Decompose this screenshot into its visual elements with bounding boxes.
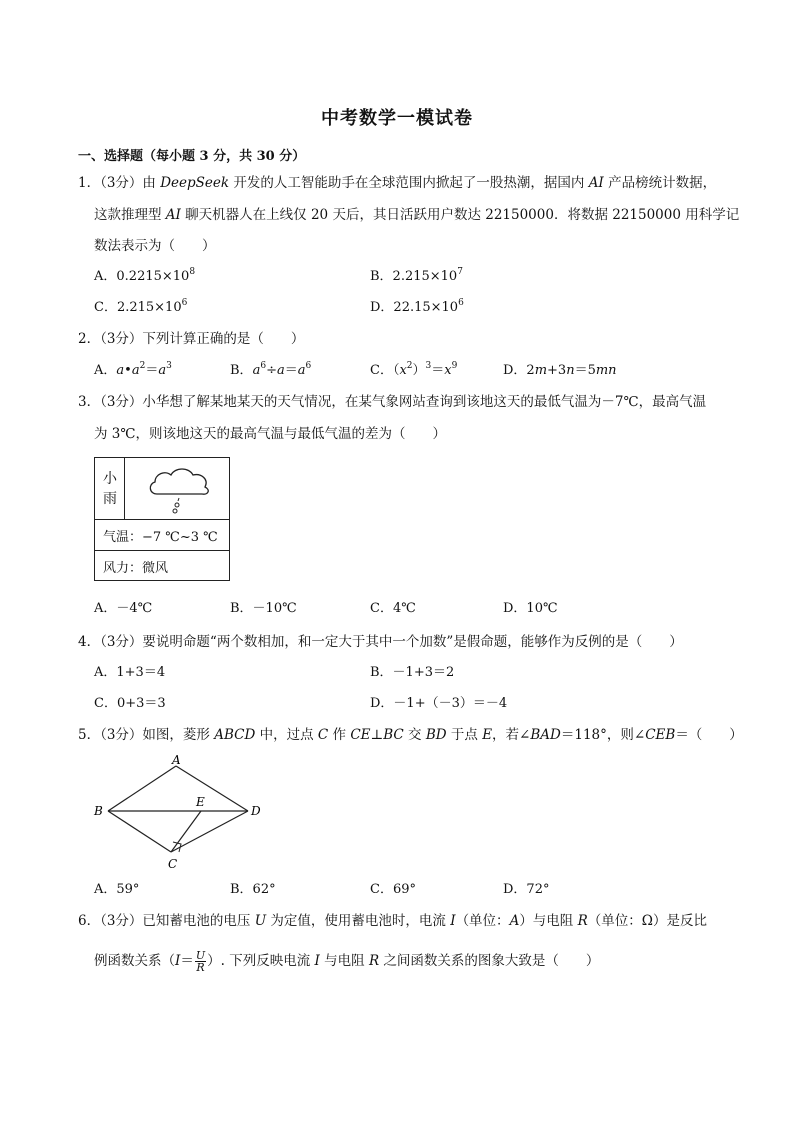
q5-text: 中，过点 [255,727,318,743]
q5-text: ＝（ ） [675,727,743,743]
q6-text: ）. 下列反映电流 [207,953,315,969]
q4-stem: 4．（3分）要说明命题“两个数相加，和一定大于其中一个加数”是假命题，能够作为反例的是（ ） [78,634,683,650]
weather-temp: 气温：−7 ℃~3 ℃ [103,530,218,545]
q5-var: E [482,727,493,743]
label-e: E [196,795,205,809]
q2-a-var: a [158,363,167,378]
q3-option-a[interactable]: A．－4℃ [94,601,153,616]
q2-option-c[interactable] [370,362,457,380]
q1-option-c-exp: 6 [181,298,188,308]
q6-var: R [368,953,380,969]
q4-option-c[interactable]: C．0+3＝3 [94,696,166,711]
label-b: B [94,804,103,818]
q2-a-pre: A． [94,363,117,378]
q1-text: 1．（3分）由 [78,175,161,191]
q1-option-d-exp: 6 [458,298,464,308]
weather-temp-row [95,519,229,551]
q5-var: ABCD [214,727,256,743]
q5-text: ，若∠ [492,727,531,743]
q6-var: A [509,913,520,929]
q2-b-eq: ＝ [284,363,298,378]
q5-text: 于点 [446,727,483,743]
label-d: D [251,804,261,818]
q6-line-1 [78,912,707,930]
q2-a-exp: 2 [139,361,146,371]
q1-option-b-text: B．2.215×10 [370,269,458,284]
q2-c-eq: ＝ [431,363,445,378]
q2-c-pre: C．（ [370,363,400,378]
q1-ai: AI [588,175,604,191]
q6-text: 为定值，使用蓄电池时，电流 [266,913,451,929]
q2-c-var: x [444,363,452,378]
rhombus-diagram [88,748,278,876]
q6-var: R [577,913,588,929]
weather-char-1: 小 [103,471,117,487]
q5-text: ⊥ [370,727,384,743]
q2-b-div: ÷ [266,363,277,378]
section-heading: 一、选择题（每小题 3 分，共 30 分） [78,149,306,164]
q2-d-eq: ＝5 [574,363,596,378]
q2-b-var: a [276,363,285,378]
q6-text: 6．（3分）已知蓄电池的电压 [78,913,255,929]
q2-option-d[interactable] [503,362,617,380]
label-a: A [172,753,181,767]
q4-option-a[interactable]: A．1+3＝4 [94,665,166,680]
q1-text: 开发的人工智能助手在全球范围内掀起了一股热潮，据国内 [229,175,589,191]
q4-option-b[interactable]: B．－1+3＝2 [370,665,455,680]
q6-text: ＝ [180,953,194,969]
weather-wind: 风力：微风 [103,561,169,576]
q3-line-2: 为 3℃，则该地这天的最高气温与最低气温的差为（ ） [94,426,446,442]
q1-deepseek: DeepSeek [160,175,230,191]
q2-c-exp: 3 [425,361,432,371]
q5-text: 交 [403,727,426,743]
q1-option-b[interactable] [370,268,463,286]
q5-stem [78,726,743,744]
q5-option-c[interactable]: C．69° [370,882,416,897]
q5-var: BAD [530,727,561,743]
q1-line-3: 数法表示为（ ） [94,238,216,254]
q5-var: BC [383,727,404,743]
q5-var: BD [425,727,447,743]
q1-option-a-text: A．0.2215×10 [94,269,190,284]
q2-d-var: m [534,363,548,378]
q2-b-pre: B． [230,363,253,378]
q3-option-c[interactable]: C．4℃ [370,601,416,616]
q2-b-var: a [297,363,306,378]
q1-line-1 [78,174,716,192]
q2-option-a[interactable] [94,362,172,380]
q2-c-exp: 9 [451,361,458,371]
q6-fraction [195,950,206,973]
q4-option-d[interactable]: D．－1+（－3）＝－4 [370,696,508,711]
q2-d-var: n [566,363,575,378]
q5-text: ＝118°，则∠ [560,727,646,743]
q6-text: 例函数关系（ [94,953,175,969]
q2-c-var: x [399,363,407,378]
q1-option-b-exp: 7 [457,267,463,277]
weather-wind-row [95,550,229,580]
q1-option-a-exp: 8 [189,267,196,277]
q1-option-a[interactable] [94,268,195,286]
q2-stem: 2．（3分）下列计算正确的是（ ） [78,331,305,347]
q3-option-b[interactable]: B．－10℃ [230,601,297,616]
q6-var: I [175,953,181,969]
q6-var: I [450,913,456,929]
q1-ai: AI [165,207,181,223]
q1-option-c-text: C．2.215×10 [94,300,182,315]
label-c: C [168,857,178,871]
q2-d-var: mn [595,363,617,378]
q5-var: CEB [645,727,676,743]
q1-option-d[interactable] [370,299,464,317]
q6-frac-den: R [196,961,205,974]
q6-text: 与电阻 [319,953,369,969]
q5-option-d[interactable]: D．72° [503,882,550,897]
q2-a-var: a [131,363,140,378]
q5-text: 5．（3分）如图，菱形 [78,727,215,743]
q6-text: （单位：Ω）是反比 [587,913,707,929]
q2-a-var: a [116,363,125,378]
weather-card [94,457,230,581]
q6-frac-num: U [195,949,206,962]
q3-line-1: 3．（3分）小华想了解某地某天的天气情况，在某气象网站查询到该地这天的最低气温为－7℃，最高气温 [78,394,707,410]
weather-char-2: 雨 [103,491,117,507]
q1-line-2 [94,206,739,224]
q5-option-b[interactable]: B．62° [230,882,276,897]
q5-var: CE [350,727,371,743]
q2-c-mid: ） [412,363,426,378]
q2-b-exp: 6 [305,361,312,371]
q2-d-plus: +3 [547,363,567,378]
weather-label-cell [95,458,125,519]
q6-line-2 [94,948,599,974]
q6-text: ）与电阻 [519,913,578,929]
q1-text: 这款推理型 [94,207,166,223]
q6-var: U [254,913,267,929]
page-title: 中考数学一模试卷 [321,108,473,129]
q1-text: 聊天机器人在上线仅 20 天后，其日活跃用户数达 22150000．将数据 22150000 用科学记 [180,207,740,223]
q5-var: C [317,727,329,743]
q2-c-exp: 2 [406,361,413,371]
q1-option-c[interactable] [94,299,187,317]
weather-top-row [95,458,229,520]
q1-option-d-text: D．22.15×10 [370,300,459,315]
q2-option-b[interactable] [230,362,311,380]
rain-cloud-icon [145,464,213,516]
q5-text: 作 [328,727,351,743]
q6-text: 之间函数关系的图象大致是（ ） [379,953,600,969]
q5-option-a[interactable]: A．59° [94,882,140,897]
q2-a-dot: • [124,363,132,378]
q3-option-d[interactable]: D．10℃ [503,601,558,616]
q1-text: 产品榜统计数据， [603,175,717,191]
q2-a-eq: ＝ [145,363,159,378]
q2-b-var: a [252,363,261,378]
q2-a-exp: 3 [166,361,172,371]
q2-b-exp: 6 [260,361,267,371]
q2-d-pre: D．2 [503,363,535,378]
q6-text: （单位： [455,913,510,929]
q6-var: I [314,953,320,969]
